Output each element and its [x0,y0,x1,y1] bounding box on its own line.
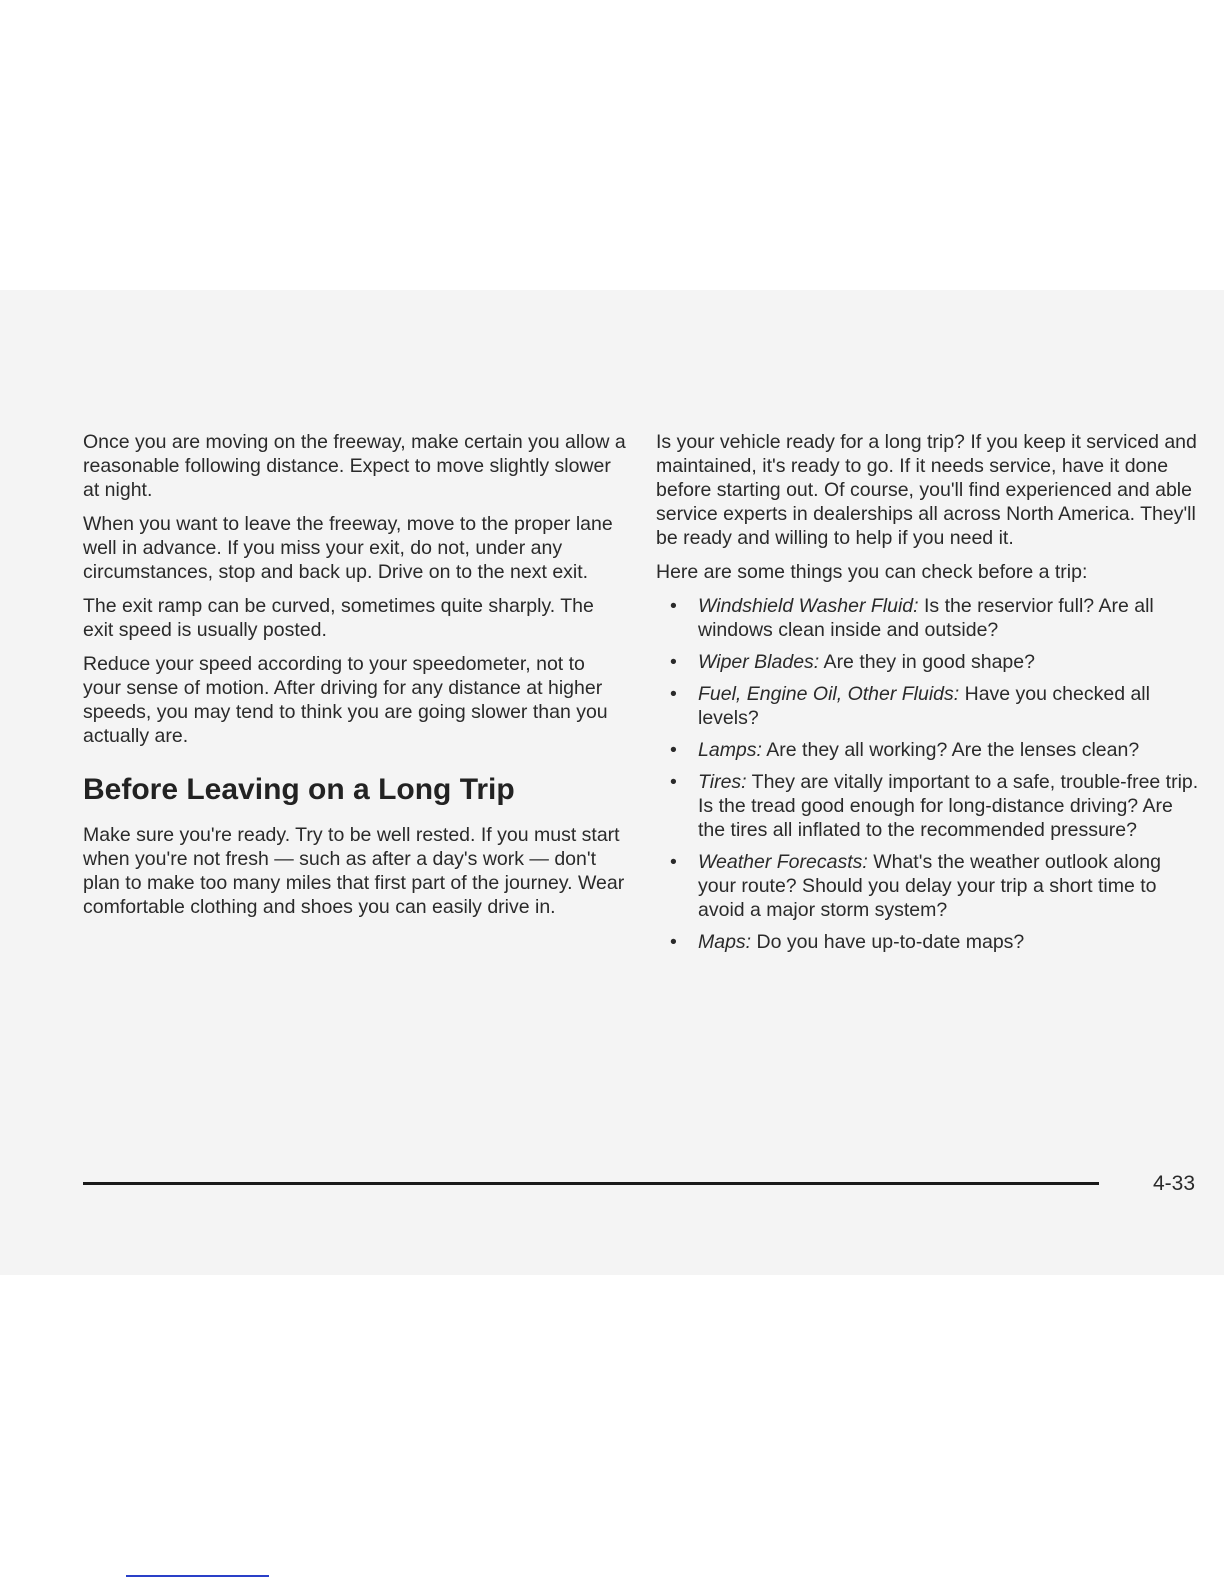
checklist-term: Fuel, Engine Oil, Other Fluids: [698,683,960,705]
checklist-term: Tires: [698,771,747,793]
checklist-text: Are they in good shape? [819,651,1035,673]
checklist [656,594,1201,954]
body-paragraph: When you want to leave the freeway, move to the proper lane well in advance. If you miss your exit, do not, under any circumstances, stop and back up. Drive on to the next exit. [83,513,613,583]
body-paragraph: Make sure you're ready. Try to be well rested. If you must start when you're not fresh — such as after a day's work — don't plan to make too many miles that first part of the journey. Wear comfortable clothing and shoes you can easily drive in. [83,824,625,918]
checklist-item [656,650,1201,674]
checklist-text: What's the weather outlook along your route? Should you delay your trip a short time to avoid a major storm system? [698,851,1161,921]
bullet-icon: • [670,595,677,617]
body-paragraph: Once you are moving on the freeway, make certain you allow a reasonable following distance. Expect to move slightly slower at night. [83,431,626,501]
checklist-item [656,682,1201,730]
section-heading: Before Leaving on a Long Trip [83,773,515,806]
checklist-term: Wiper Blades: [698,651,820,673]
checklist-item [656,930,1201,954]
link-underline[interactable] [126,1575,269,1577]
checklist-item [656,770,1201,842]
checklist-text: Do you have up-to-date maps? [751,931,1025,953]
bullet-icon: • [670,683,677,705]
footer-rule [83,1182,1099,1185]
right-column [656,430,1201,962]
checklist-item [656,850,1201,922]
checklist-term: Weather Forecasts: [698,851,868,873]
checklist-item [656,738,1201,762]
checklist-term: Maps: [698,931,752,953]
checklist-text: Are they all working? Are the lenses clean? [761,739,1140,761]
checklist-text: Have you checked all levels? [698,683,1150,729]
checklist-text: Is the reservior full? Are all windows clean inside and outside? [698,595,1154,641]
bullet-icon: • [670,851,677,873]
body-paragraph: Reduce your speed according to your speedometer, not to your sense of motion. After driving for any distance at higher speeds, you may tend to think you are going slower than you actually are. [83,653,608,747]
checklist-term: Lamps: [698,739,762,761]
body-paragraph: Is your vehicle ready for a long trip? If you keep it serviced and maintained, it's ready to go. If it needs service, have it done before starting out. Of course, you'll find experienced and able service experts in dealerships all across North America. They'll be ready and willing to help if you need it. [656,431,1197,549]
checklist-term: Windshield Washer Fluid: [698,595,919,617]
left-column [83,430,628,929]
bullet-icon: • [670,739,677,761]
bullet-icon: • [670,651,677,673]
bullet-icon: • [670,771,677,793]
checklist-item [656,594,1201,642]
page-number: 4-33 [1153,1172,1196,1195]
bullet-icon: • [670,931,677,953]
checklist-text: They are vitally important to a safe, trouble-free trip. Is the tread good enough for long-distance driving? Are the tires all inflated to the recommended pressure? [698,771,1199,841]
body-paragraph: The exit ramp can be curved, sometimes quite sharply. The exit speed is usually posted. [83,595,594,641]
checklist-intro: Here are some things you can check before a trip: [656,561,1088,583]
